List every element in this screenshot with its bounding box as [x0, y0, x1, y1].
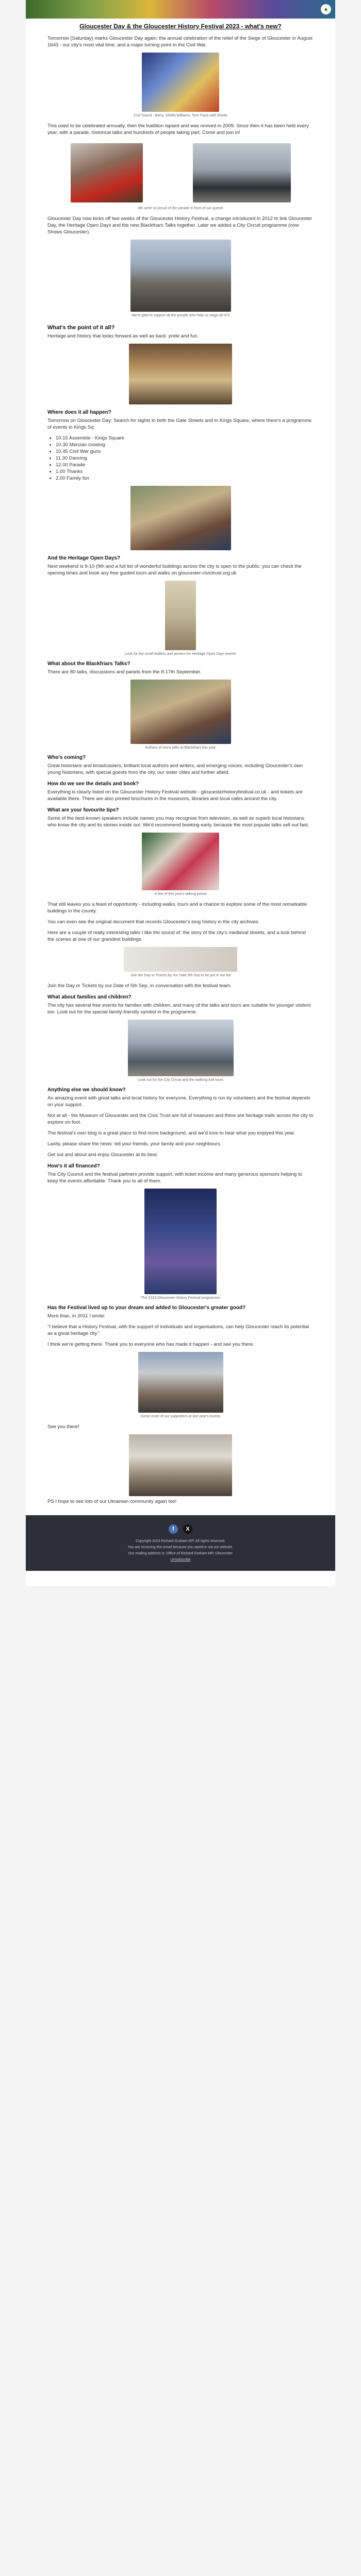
list-item: • 2.00 Family fun [56, 475, 314, 482]
hero-banner [26, 0, 335, 19]
text-legacy: More than, in 2011 I wrote: [47, 1313, 106, 1319]
image-street [128, 1020, 234, 1076]
image-hall [129, 344, 232, 404]
text-else-2: Not at all - the Museum of Gloucester and the Civic Trust are full of treasures and there are heritage trails across the city to explore on foot. [47, 1113, 314, 1125]
quote-legacy: "I believe that a History Festival, with the support of individuals and organisations, can help Gloucester reach its potential as a great heritage city." [47, 1324, 309, 1336]
image-pair-parade [47, 140, 314, 205]
image-crowd [138, 1352, 223, 1413]
text-who: Great historians and broadcasters, brilliant local authors and writers, and emerging voices, including Gloucester's own young historians, with special guests from the city, our sister cities and further afield. [47, 763, 303, 775]
list-item: • 12.00 Parade [56, 462, 314, 468]
caption-9: The 2023 Gloucester History Festival programme [141, 1296, 220, 1300]
footer-mailing: You are receiving this email because you opted in via our website. [127, 1546, 234, 1549]
text-fav-4: Here are a couple of really interesting talks I like the sound of: the story of the city's medieval streets, and a look behind the scenes at one of our grandest buildings. [47, 930, 306, 942]
image-programme-poster [144, 1189, 217, 1294]
list-item: • 1.00 Thanks [56, 468, 314, 475]
image-leaflet [165, 581, 196, 650]
heading-else: Anything else we should know? [47, 1087, 126, 1093]
text-research: The City Council and the festival partners provide support, with ticket income and many generous sponsors helping to keep the events affordable. Thank you to all of them. [47, 1172, 302, 1184]
email-container [26, 0, 335, 1586]
list-item: • 10.45 Civil War guns [56, 448, 314, 455]
logo-icon: ♠ [321, 4, 331, 14]
intro-paragraph-1: Tomorrow (Saturday) marks Gloucester Day again: the annual celebration of the relief of the Siege of Gloucester in August 1643 - our city's most vital time, and a major turning point in the Civil War. [47, 36, 313, 48]
text-where: Tomorrow on Gloucester Day: Search for sights in both the Gate Streets and in Kings Square, where there's a programme of events in Kings Sq: [47, 418, 311, 430]
image-flowers [142, 833, 219, 890]
caption-8: Look out for the City Circuit and the walking trail tours [138, 1078, 223, 1082]
caption-1: Civil Sword - Berry, Sheila Williams, Tom Trace with Sheila [134, 114, 227, 117]
caption-7: Join the Day or Tickets by our Date 5th Sep to be put in our list [130, 974, 231, 977]
heading-kids: What about families and children? [47, 994, 132, 1000]
text-talks: There are 80 talks, discussions and panels from the 8-17th September. [47, 669, 202, 675]
email-content [26, 23, 335, 1505]
text-else: An amazing event with great talks and local history for everyone. Everything is run by volunteers and the festival depends on your support. [47, 1095, 310, 1108]
caption-4: Look for the small leaflets and posters for Heritage Open Days events [125, 652, 236, 656]
footer-unsubscribe-row [26, 1557, 335, 1563]
caption-3: We're glad to support all the people who help us stage all of it [131, 314, 230, 317]
text-what: Heritage and history that looks forward as well as back: pride and fun. [47, 333, 199, 339]
text-else-4: Lastly, please share the news: tell your friends, your family and your neighbours. [47, 1141, 222, 1147]
image-room [129, 1434, 232, 1496]
list-item: • 10.30 Mercian crowing [56, 442, 314, 448]
image-march [193, 143, 291, 202]
text-else-5: Get out and about and enjoy Gloucester at its best. [47, 1152, 158, 1158]
image-people [130, 486, 231, 550]
unsubscribe-link[interactable]: Unsubscribe [170, 1558, 191, 1562]
footer [26, 1515, 335, 1571]
text-after-7: Join the Day or Tickets by our Date of 5th Sep, in conversation with the festival team. [47, 983, 232, 989]
heading-fav: What are your favourite tips? [47, 807, 119, 813]
text-else-3: The festival's own blog is a great place to find more background, and we'd love to hear what you enjoyed this year. [47, 1130, 296, 1136]
footer-address: Our mailing address is: Office of Richard Graham MP, Gloucester [128, 1552, 233, 1555]
text-fav-2: That still leaves you a feast of opportunity - including walks, tours and a chance to explore some of the most remarkable buildings in the county. [47, 902, 307, 914]
caption-5: Authors of more talks at Blackfriars this year [145, 746, 216, 750]
image-festival-poster [142, 53, 219, 112]
heading-talks: What about the Blackfriars Talks? [47, 661, 130, 667]
x-icon[interactable]: X [183, 1524, 192, 1534]
text-hod: Next weekend is 9-10 (9th and a full list of wonderful buildings across the city is open to the public: you can check the opening times and book any free guided tours and walks on gloucester-civictrust.org.uk [47, 564, 302, 576]
list-item: • 10.15 Assemble - Kings Square [56, 435, 314, 442]
image-speakers [130, 680, 231, 744]
heading-legacy: Has the Festival lived up to your dream and added to Gloucester's greater good? [47, 1305, 246, 1311]
image-ticket-strip [124, 947, 237, 972]
text-tickets: Everything is clearly listed on the Gloucester History Festival website - gloucesterhistoryfestival.co.uk - and tickets are available there. There are also printed brochures in the museums, libraries and local cafes around the city. [47, 789, 303, 802]
paragraph-3: Gloucester Day now kicks off two weeks of the Gloucester History Festival, a change introduced in 2012 to link Gloucester Day, the Heritage Open Days and the new Blackfriars Talks together. Later we added a City Circuit programme (now Shows Gloucester). [47, 216, 313, 235]
social-links [26, 1524, 335, 1534]
caption-2: We were so proud of the parade in front of our guests [138, 207, 223, 210]
facebook-icon[interactable]: f [169, 1524, 178, 1534]
image-parade [71, 143, 143, 202]
intro-paragraph-2: This used to be celebrated annually, then the tradition lapsed and was revived in 2009. Since then it has been held every year, with a parade, historical talks and hundreds of people taking part. Come and join in! [47, 123, 309, 135]
text-fav-3: You can even see the original document that records Gloucester's long history in the city archives. [47, 919, 260, 925]
text-kids: The city has several free events for families with children, and many of the talks and tours are suitable for younger visitors too. Look out for the special family-friendly symbol in the programme. [47, 1003, 311, 1015]
text-fav: Some of the best-known speakers include names you may recognise from television, as well as superb local historians who know the city and its stories inside out. We'd recommend booking early, because the most popular talks sell out fast. [47, 816, 309, 828]
schedule-list [47, 435, 314, 482]
heading-research: How's it all financed? [47, 1163, 100, 1169]
heading-what: What's the point of it all? [47, 325, 115, 331]
caption-6: A few of this year's talking points [154, 892, 207, 896]
image-cathedral-tower [130, 240, 231, 312]
closing-text: See you there! [47, 1424, 79, 1430]
caption-10: Some more of our supporters at last year's events [140, 1415, 221, 1418]
text-legacy-after: I think we're getting there. Thank you to everyone who has made it happen - and see you there. [47, 1342, 254, 1347]
heading-hod: And the Heritage Open Days? [47, 555, 121, 561]
page-title: Gloucester Day & the Gloucester History Festival 2023 - what's new? [79, 23, 282, 30]
heading-who: Who's coming? [47, 755, 86, 760]
heading-tickets: How do we see the details and book? [47, 781, 139, 787]
list-item: • 11.30 Dancing [56, 455, 314, 462]
ps-text: PS I hope to see lots of our Ukrainian community again too! [47, 1499, 177, 1504]
heading-where: Where does it all happen? [47, 410, 111, 415]
footer-copyright: Copyright 2023 Richard Graham MP, All rights reserved. [136, 1539, 225, 1543]
